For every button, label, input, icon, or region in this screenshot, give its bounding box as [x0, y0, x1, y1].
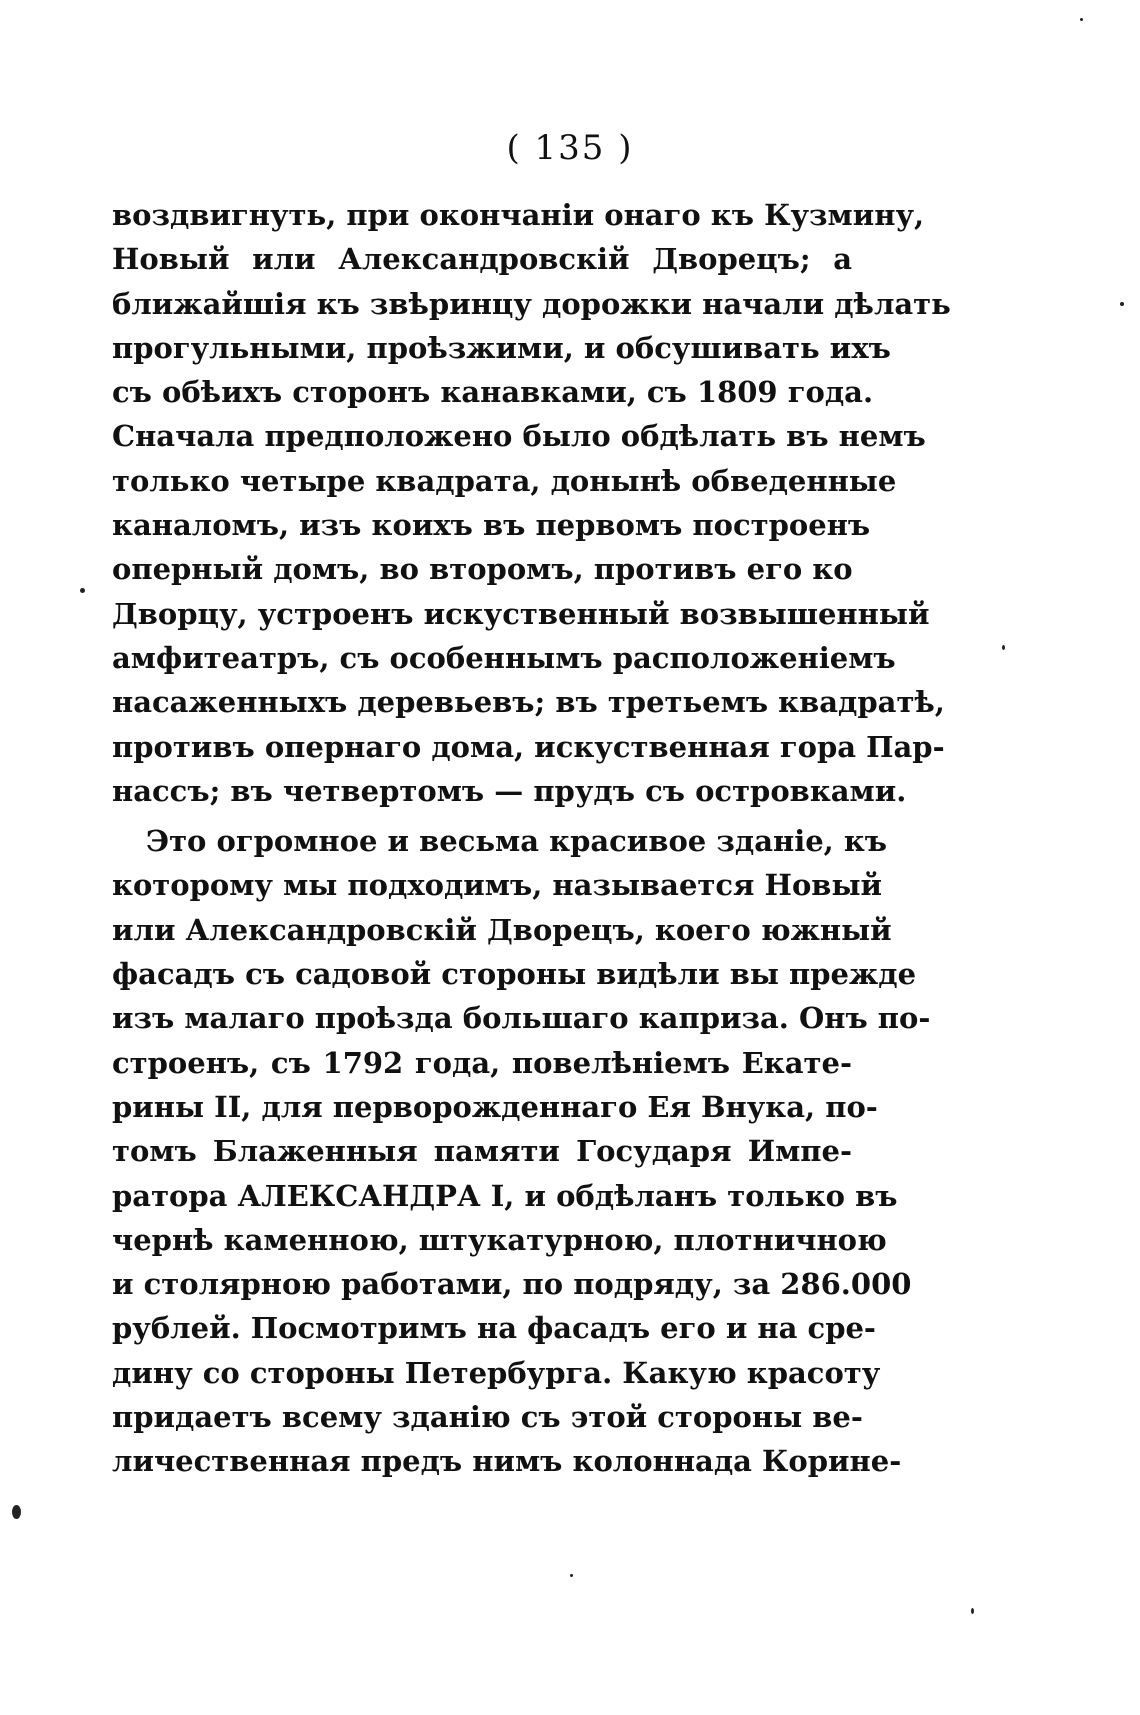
text-line: которому мы подходимъ, называется Новый	[112, 868, 883, 903]
scan-speck	[80, 588, 85, 593]
text-line: или Александровскій Дворецъ, коего южный	[112, 912, 892, 947]
text-line: ратора АЛЕКСАНДРА I, и обдѣланъ только въ	[112, 1178, 898, 1213]
scan-speck	[570, 1574, 573, 1577]
text-line: только четыре квадрата, донынѣ обведенные	[112, 463, 897, 498]
text-line: оперный домъ, во второмъ, противъ его ко	[112, 552, 853, 587]
text-line: изъ малаго проѣзда большаго каприза. Онъ по-	[112, 1001, 931, 1036]
text-line: съ обѣихъ сторонъ канавками, съ 1809 года.	[112, 375, 874, 410]
text-line: томъ Блаженныя памяти Государя Импе-	[112, 1134, 852, 1169]
text-line: Сначала предположено было обдѣлать въ немъ	[112, 419, 926, 454]
text-line: чернѣ каменною, штукатурною, плотничною	[112, 1222, 887, 1257]
scan-speck	[1002, 645, 1005, 650]
text-line: прогульными, проѣзжими, и обсушивать ихъ	[112, 330, 891, 365]
text-line: придаетъ всему зданію съ этой стороны ве-	[112, 1400, 863, 1435]
text-line: воздвигнуть, при окончаніи онаго къ Кузмину,	[112, 198, 925, 232]
scan-speck	[971, 1608, 974, 1614]
text-line: насаженныхъ деревьевъ; въ третьемъ квадратѣ,	[112, 685, 945, 720]
body-text	[112, 193, 951, 1484]
page-number: ( 135 )	[506, 128, 634, 168]
text-line: и столярною работами, по подряду, за 286.000	[112, 1267, 912, 1302]
scan-speck	[1080, 18, 1083, 21]
text-line: Это огромное и весьма красивое зданіе, къ	[146, 824, 888, 859]
text-line: Новый или Александровскій Дворецъ; а	[112, 242, 852, 277]
text-line: Дворцу, устроенъ искуственный возвышенный	[112, 596, 930, 631]
scan-speck	[1120, 302, 1124, 306]
text-line: нассъ; въ четвертомъ — прудъ съ островками.	[112, 773, 907, 808]
paragraph-2	[112, 819, 931, 1483]
paragraph-1	[112, 193, 951, 813]
text-line: фасадъ съ садовой стороны видѣли вы прежде	[112, 957, 917, 992]
text-line: строенъ, съ 1792 года, повелѣніемъ Екате-	[112, 1045, 852, 1080]
text-line: рублей. Посмотримъ на фасадъ его и на сре-	[112, 1311, 876, 1346]
text-line: личественная предъ нимъ колоннада Корине-	[112, 1444, 902, 1479]
scan-speck	[12, 1505, 21, 1519]
text-line: ближайшія къ звѣринцу дорожки начали дѣлать	[112, 286, 951, 321]
text-line: дину со стороны Петербурга. Какую красоту	[112, 1355, 881, 1390]
text-line: противъ опернаго дома, искуственная гора Пар-	[112, 729, 945, 764]
text-line: амфитеатръ, съ особеннымъ расположеніемъ	[112, 640, 896, 675]
text-line: каналомъ, изъ коихъ въ первомъ построенъ	[112, 508, 871, 543]
text-line: рины II, для перворожденнаго Ея Внука, по-	[112, 1089, 878, 1124]
